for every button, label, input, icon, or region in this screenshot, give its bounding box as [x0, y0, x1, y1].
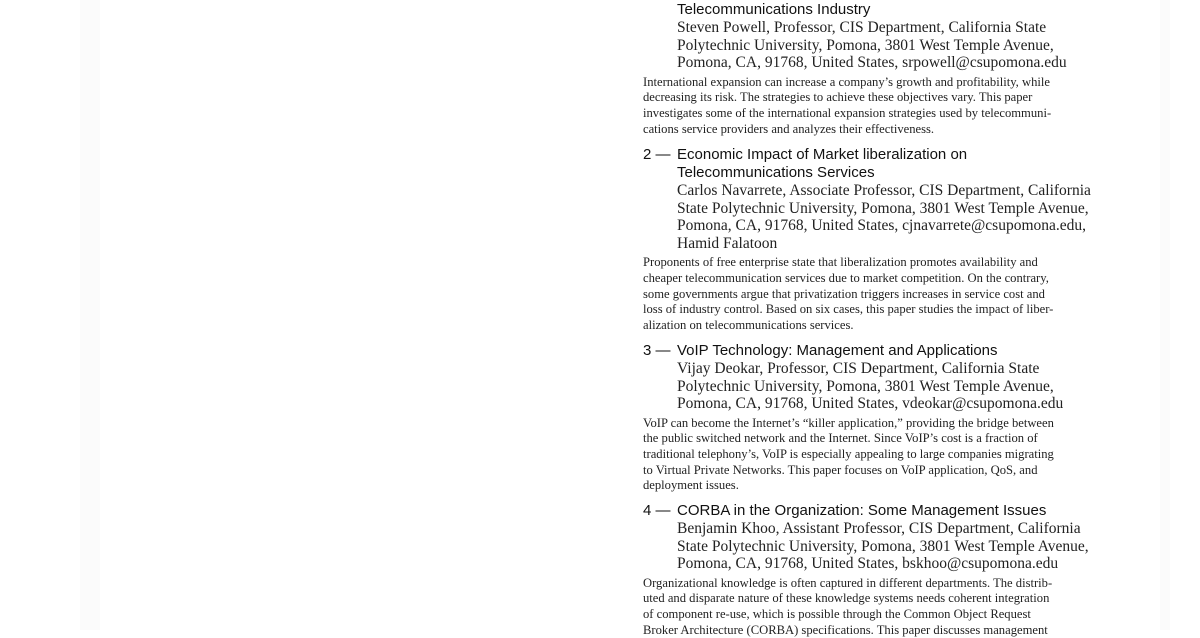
- author-line: Pomona, CA, 91768, United States, srpowell@csupomona.edu: [677, 54, 1067, 72]
- abstract-line: loss of industry control. Based on six cases, this paper studies the impact of liber-: [643, 302, 1054, 317]
- entry-title-line: Economic Impact of Market liberalization on: [677, 146, 968, 163]
- entry-abstract: [643, 75, 1067, 137]
- entry-title-line: Telecommunications Services: [677, 164, 875, 181]
- entry-title: [643, 146, 1091, 182]
- entry-title-line: CORBA in the Organization: Some Management Issues: [677, 502, 1047, 519]
- abstract-line: the public switched network and the Internet. Since VoIP’s cost is a fraction of: [643, 431, 1038, 446]
- abstract-entry-3: [643, 342, 1063, 494]
- author-line: Vijay Deokar, Professor, CIS Department, California State: [677, 360, 1040, 377]
- abstract-line: investigates some of the international expansion strategies used by telecommuni-: [643, 105, 1052, 120]
- entry-title: [643, 342, 1063, 360]
- abstract-line: Organizational knowledge is often captured in different departments. The distrib-: [643, 575, 1053, 590]
- author-line: Pomona, CA, 91768, United States, vdeokar@csupomona.edu: [677, 395, 1064, 413]
- entry-authors: [643, 19, 1067, 72]
- author-line: Carlos Navarrete, Associate Professor, CIS Department, California: [677, 182, 1091, 199]
- author-line: State Polytechnic University, Pomona, 3801 West Temple Avenue,: [677, 537, 1089, 555]
- abstract-line: traditional telephony’s, VoIP is especially appealing to large companies migrating: [643, 446, 1054, 461]
- abstract-line: cations service providers and analyzes their effectiveness.: [643, 121, 935, 136]
- entry-abstract: [643, 576, 1089, 638]
- abstract-line: alization on telecommunications services.: [643, 317, 854, 332]
- abstract-line: to Virtual Private Networks. This paper focuses on VoIP application, QoS, and: [643, 462, 1038, 477]
- abstract-line: of component re-use, which is possible through the Common Object Request: [643, 606, 1031, 621]
- abstract-line: International expansion can increase a company’s growth and profitability, while: [643, 74, 1050, 89]
- entry-abstract: [643, 416, 1063, 494]
- author-line: Polytechnic University, Pomona, 3801 West Temple Avenue,: [677, 36, 1054, 54]
- author-line: Steven Powell, Professor, CIS Department, California State: [677, 19, 1047, 36]
- abstract-line: decreasing its risk. The strategies to achieve these objectives vary. This paper: [643, 90, 1033, 105]
- author-line: Benjamin Khoo, Assistant Professor, CIS Department, California: [677, 520, 1081, 537]
- abstract-line: cheaper telecommunication services due to market competition. On the contrary,: [643, 270, 1049, 285]
- abstract-line: some governments argue that privatization triggers increases in service cost and: [643, 286, 1045, 301]
- entry-title-line: VoIP Technology: Management and Applications: [677, 342, 998, 359]
- entry-title-line: Telecommunications Industry: [677, 1, 871, 18]
- entry-number: 3 —: [643, 342, 671, 359]
- abstract-line: deployment issues.: [643, 478, 739, 493]
- abstract-entry-2: [643, 146, 1091, 333]
- abstract-line: VoIP can become the Internet’s “killer application,” providing the bridge between: [643, 415, 1054, 430]
- entry-title: [643, 502, 1089, 520]
- author-line: State Polytechnic University, Pomona, 3801 West Temple Avenue,: [677, 199, 1089, 217]
- author-line: Pomona, CA, 91768, United States, cjnavarrete@csupomona.edu,: [677, 217, 1087, 235]
- abstract-entry-1: [643, 1, 1067, 137]
- abstract-line: Proponents of free enterprise state that liberalization promotes availability and: [643, 255, 1038, 270]
- author-line: Polytechnic University, Pomona, 3801 West Temple Avenue,: [677, 377, 1054, 395]
- author-line: Pomona, CA, 91768, United States, bskhoo@csupomona.edu: [677, 555, 1059, 573]
- abstract-entry-4: [643, 502, 1089, 638]
- entry-authors: [643, 520, 1089, 573]
- abstract-line: uted and disparate nature of these knowledge systems needs coherent integration: [643, 591, 1050, 606]
- entry-abstract: [643, 255, 1091, 333]
- entry-number: 2 —: [643, 146, 671, 163]
- entry-number: 4 —: [643, 502, 671, 519]
- entry-authors: [643, 182, 1091, 252]
- abstract-line: Broker Architecture (CORBA) specifications. This paper discusses management: [643, 622, 1048, 637]
- author-line: Hamid Falatoon: [677, 234, 778, 252]
- entry-title: [643, 1, 1067, 19]
- entry-authors: [643, 360, 1063, 413]
